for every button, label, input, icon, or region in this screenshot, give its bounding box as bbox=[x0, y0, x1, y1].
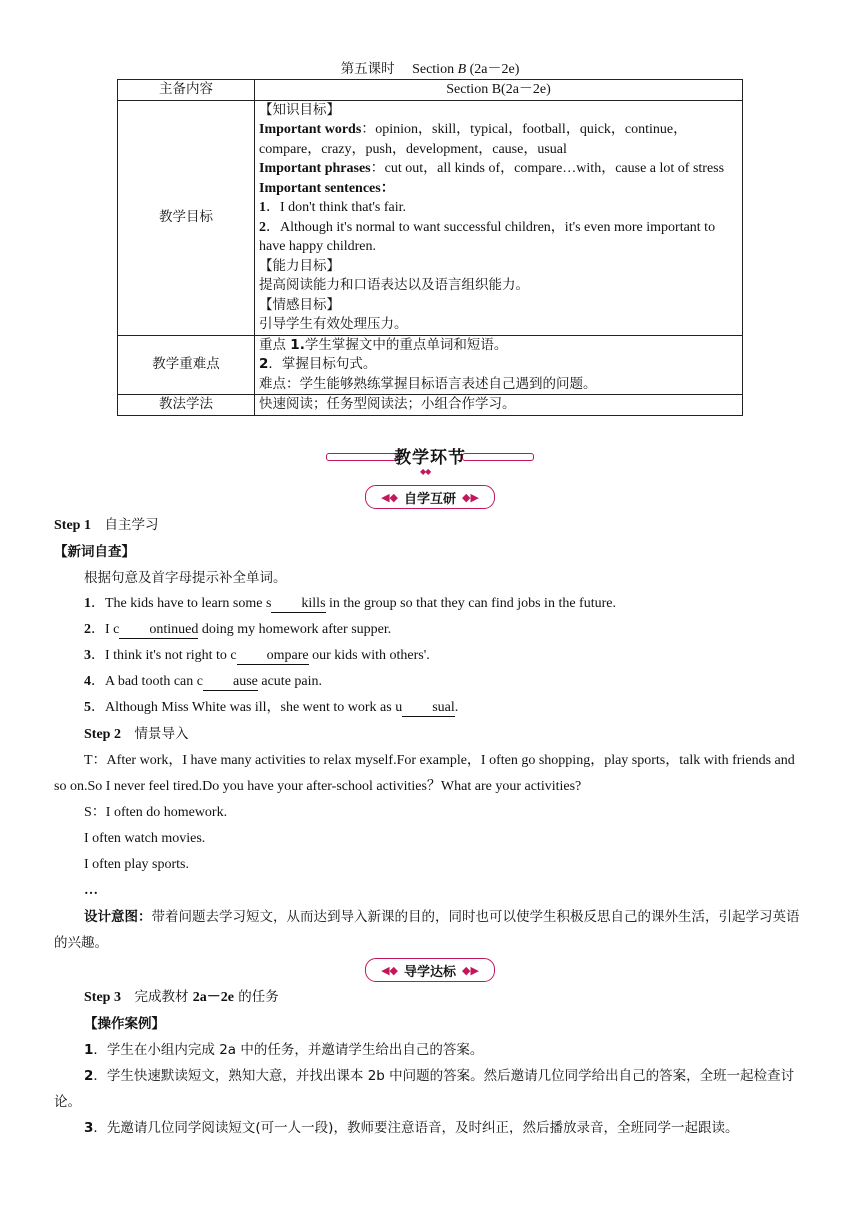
step-title: Step 1 自主学习 bbox=[54, 517, 159, 533]
list-item: 1．学生在小组内完成 2a 中的任务，并邀请学生给出自己的答案。 bbox=[84, 1042, 484, 1058]
banner-title: 教学环节 bbox=[394, 448, 466, 468]
step1-section: Step 1 自主学习 【新词自查】 根据句意及首字母提示补全单词。 1．The kids have to learn some s kills in the group so that they can find jobs in the future. 2．I c ontinued doing my homework after supper. 3．I think it's not right to c ompare our kids with others'. 4．A bad tooth can c ause acute pain. 5．Although Miss White was ill，she went to work as u sual. Step 2 情景导入 T：After work，I have many activities to relax myself.For example，I often go shopping，play sports，talk with friends and so on.So I never feel tired.Do you have your after-school activities？What are your activities? S：I often do homework. I often watch movies. I often play sports. … 设计意图：带着问题去学习短文，从而达到导入新课的目的，同时也可以使学生积极反思自己的课外生活，引起学习英语的兴趣。 bbox=[54, 512, 810, 956]
row-value: Section B(2a－2e) bbox=[255, 80, 743, 101]
list-item: 2．I c ontinued doing my homework after supper. bbox=[84, 622, 392, 637]
lesson-plan-table bbox=[117, 79, 743, 416]
step3-section: Step 3 完成教材 2a－2e 的任务 【操作案例】 1．学生在小组内完成 2a 中的任务，并邀请学生给出自己的答案。 2．学生快速默读短文，熟知大意，并找出课本 2b 中问题的答案。然后邀请几位同学给出自己的答案，全班一起检查讨论。 3．先邀请几位同学阅读短文(可一人一段)，教师要注意语音，及时纠正，然后播放录音，全班同学一起跟读。 bbox=[54, 984, 810, 1141]
dialogue-student: S：I often do homework. bbox=[84, 805, 228, 820]
list-item: 2．学生快速默读短文，熟知大意，并找出课本 2b 中问题的答案。然后邀请几位同学给出自己的答案，全班一起检查讨论。 bbox=[54, 1068, 795, 1110]
list-item: 4．A bad tooth can c ause acute pain. bbox=[84, 674, 323, 689]
table-row bbox=[118, 335, 743, 395]
list-item: 1．The kids have to learn some s kills in the group so that they can find jobs in the future. bbox=[84, 596, 616, 611]
row-label: 教法学法 bbox=[118, 395, 255, 416]
row-value: 快速阅读；任务型阅读法；小组合作学习。 bbox=[255, 395, 743, 416]
design-intent: 设计意图：带着问题去学习短文，从而达到导入新课的目的，同时也可以使学生积极反思自己的课外生活，引起学习英语的兴趣。 bbox=[54, 909, 800, 951]
lesson-title: 第五课时 Section B (2a－2e) bbox=[340, 61, 520, 77]
left-arrow-icon: ◀◆ bbox=[381, 963, 398, 977]
objectives-cell: 【知识目标】 Important words：opinion，skill，typical，football，quick，continue，compare，crazy，push，development，cause，usual Important phrases：cut out，all kinds of，compare…with，cause a lot of stress Important sentences： 1．I don't think that's fair. 2．Although it's normal to want successful children，it's even more important to have happy children. 【能力目标】 提高阅读能力和口语表达以及语言组织能力。 【情感目标】 引导学生有效处理压力。 bbox=[255, 100, 743, 335]
list-item: 3．先邀请几位同学阅读短文(可一人一段)，教师要注意语音，及时纠正，然后播放录音，全班同学一起跟读。 bbox=[84, 1120, 739, 1136]
right-arrow-icon: ◆▶ bbox=[462, 963, 479, 977]
diamond-ornament-icon: ◆◆ bbox=[420, 467, 431, 476]
section-banner-main bbox=[0, 441, 860, 475]
row-label: 主备内容 bbox=[118, 80, 255, 101]
row-label: 教学重难点 bbox=[118, 335, 255, 395]
row-label: 教学目标 bbox=[118, 100, 255, 335]
list-item: 3．I think it's not right to c ompare our kids with others'. bbox=[84, 648, 430, 663]
step-title: Step 2 情景导入 bbox=[84, 726, 189, 742]
right-arrow-icon: ◆▶ bbox=[462, 490, 479, 504]
dialogue-teacher: T：After work，I have many activities to relax myself.For example，I often go shopping，play sports，talk with friends and so on.So I never feel tired.Do you have your after-school activities？What are your activities? bbox=[54, 753, 795, 794]
step-title: Step 3 完成教材 2a－2e 的任务 bbox=[84, 989, 279, 1005]
table-row bbox=[118, 80, 743, 101]
key-points-cell: 重点 1.学生掌握文中的重点单词和短语。 2．掌握目标句式。 难点：学生能够熟练掌握目标语言表述自己遇到的问题。 bbox=[255, 335, 743, 395]
section-banner-guided: ◀◆ 导学达标 ◆▶ bbox=[0, 958, 860, 982]
section-banner-self-study: ◀◆ 自学互研 ◆▶ bbox=[0, 485, 860, 509]
table-row bbox=[118, 100, 743, 335]
table-row bbox=[118, 395, 743, 416]
list-item: 5．Although Miss White was ill，she went to work as u sual. bbox=[84, 700, 459, 715]
left-arrow-icon: ◀◆ bbox=[381, 490, 398, 504]
